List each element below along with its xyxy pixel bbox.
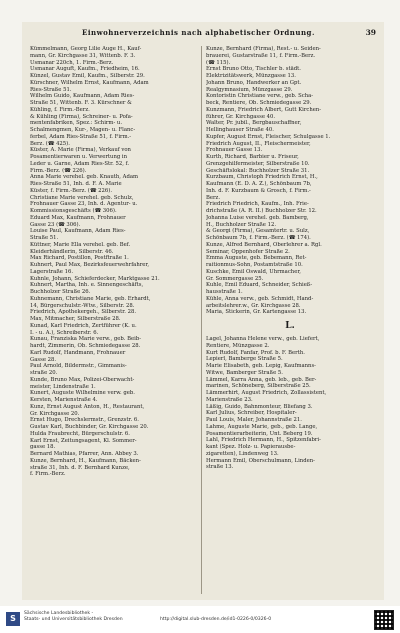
entry-line: Kunze, Bernhard, H., Kaufmann, Bäcken- xyxy=(30,457,141,464)
entry-line: Kurt Rudolf, Fanfar, Prof. b. F. Berth. xyxy=(206,349,305,356)
entry-line: Firm.-Berz. (☎ 226). xyxy=(30,167,87,174)
entry-line: Kleiderhändlerin, Silberstr. 46. xyxy=(30,248,114,255)
right-column xyxy=(206,46,374,471)
right-column-entries-l xyxy=(206,336,374,471)
entry-line: Bernard Mathias, Pfarrer, Ann. Abbey 3. xyxy=(30,451,139,457)
entry-line: Posamentierwaren u. Verwertung in xyxy=(30,154,128,160)
entry-line: Karl Ernst, Zeitungsagent, Kl. Sommer- xyxy=(30,437,137,444)
entry-line: kant (Spez. Holz- u. Papierausbe- xyxy=(206,444,296,450)
entry-line: Ernst Hugo, Drechslermstr., Grenzstr. 6. xyxy=(30,417,139,424)
entry-line: Max Richard, Postillon, Postftraße 1. xyxy=(30,255,129,262)
entry-line: Realgymnasium, Münzgasse 29. xyxy=(206,86,293,93)
entry-line: Lagel, Johanna Helene verw., geb. Liefert, xyxy=(206,336,320,342)
entry-line: straße 20. xyxy=(30,370,58,376)
entry-line: Kunze, Alfred Bernhard, Oberlehrer a. Rgl. xyxy=(206,241,322,248)
entry-line: Küster, A. Marie (Firma), Verkauf von xyxy=(30,147,131,154)
entry-line: Kunert, Auguste Wilhelmine verw. geb. xyxy=(30,390,135,397)
entry-line: Emma Auguste, geb. Bebemann, Ret- xyxy=(206,255,307,262)
entry-line: Elektrizitätswerk, Münzgasse 13. xyxy=(206,73,296,79)
library-logo-icon[interactable]: S xyxy=(6,612,20,626)
entry-line: beck, Rentiere, Ob. Schmiedegasse 29. xyxy=(206,100,312,106)
entry-line: Eduard Max, Kaufmann, Frohnauer xyxy=(30,214,126,221)
entry-line: I. - u. A.), Schreiberstr. 6. xyxy=(30,329,99,336)
entry-line: Kurth, Richard, Barbier u. Friseur, xyxy=(206,154,299,160)
page-header xyxy=(22,28,384,42)
entry-line: brauerei, Gustarstraße 11, f. Firm.-Berz. xyxy=(206,52,316,59)
library-name-line1: Sächsische Landesbibliothek - xyxy=(24,611,94,616)
entry-line: Lepierl, Bamberge Straße 5. xyxy=(206,356,283,363)
entry-line: Küttner, Marie Ella verehel. geb. Bef. xyxy=(30,241,131,248)
entry-line: Kontoristin Christiane verw., geb. Scha- xyxy=(206,93,314,100)
entry-line: & Kühling (Firma), Schreiner- u. Pofa- xyxy=(30,113,133,120)
entry-line: f. Firm.-Berz. xyxy=(30,471,66,478)
entry-line: hausstraße 1. xyxy=(206,289,243,295)
entry-line: Hermann Emil, Oberschulmann, Linden- xyxy=(206,457,315,464)
entry-line: Lagerstraße 16. xyxy=(30,268,74,275)
entry-line: H., Buchholzer Straße 12. xyxy=(206,221,277,228)
column-divider xyxy=(201,46,202,594)
entry-line: Frohnauer Gasse 13. xyxy=(206,147,263,154)
entry-line: (☎ 115). xyxy=(206,59,231,66)
entry-line: Wilhelm Guido, Kaufmann, Adam Ries- xyxy=(30,93,135,100)
entry-line: Küster, f. Firm.-Berz. (☎ 226). xyxy=(30,187,113,194)
entry-line: Lämmerhirt, August Friedrich, Zollassistent, xyxy=(206,390,327,396)
entry-line: Gasse 23 (☎ 306). xyxy=(30,221,81,228)
entry-line: Anna Marie verehel. geb. Knauth, Adam xyxy=(30,174,139,181)
entry-line: Johann Bruno, Handwerker an Gpt. xyxy=(206,79,302,86)
library-name-line2: Staats- und Universitätsbibliothek Dresden xyxy=(24,617,123,622)
entry-line: hardt, Zimmerin, Ob. Schmiedegasse 28. xyxy=(30,343,141,349)
entry-line: Kühle, Anna verw., geb. Schmidt, Hand- xyxy=(206,295,314,302)
entry-line: Karl Rudolf, Handmann, Frohnauer xyxy=(30,349,126,356)
entry-line: Posamentierarbeiterin, Unt. Beberg 19. xyxy=(206,430,313,437)
entry-line: Kühling, f. Firm.-Berz. xyxy=(30,106,90,113)
entry-line: zigaretten), Lindenweg 13. xyxy=(206,450,279,457)
entry-line: Friedrich, Apothekergeh., Silberstr. 28. xyxy=(30,309,137,316)
entry-line: Leder u. Garne, Adam Ries-Str. 52, f. xyxy=(30,160,130,167)
entry-line: Marienstraße 23. xyxy=(206,396,253,403)
entry-line: Kunz, Ernst August Anton, H., Restaurant, xyxy=(30,403,145,410)
entry-line: meister, Lindenstraße 1. xyxy=(30,383,96,390)
entry-line: Usmanar Auguft, Kaufm., Friedheim, 16. xyxy=(30,66,140,73)
entry-line: führer, Gr. Kirchgasse 40. xyxy=(206,113,276,120)
entry-line: drichstraße (A. R. II.) Buchholzer Str. 12. xyxy=(206,208,317,214)
entry-line: mentenfabriken, Spez.: Schirm- u. xyxy=(30,120,123,127)
entry-line: Buchholzer Straße 26. xyxy=(30,289,91,295)
entry-line: Kunad, Karl Friedrich, Zertführer (K. u. xyxy=(30,322,137,329)
entry-line: straße 13. xyxy=(206,464,234,471)
entry-line: Läßig, Guido, Bahnmonteur, Bliefang 3. xyxy=(206,403,313,410)
entry-line: Usmanar 220ch, 1. Firm.-Berz. xyxy=(30,59,114,66)
entry-line: Lahme, Auguste Marie, geb., geb. Lange, xyxy=(206,423,318,430)
entry-line: 14, Bürgerschulstr.-Wtw., Silberstr. 28. xyxy=(30,302,135,309)
page-number: 39 xyxy=(365,28,376,37)
viewer-footer xyxy=(0,606,400,633)
entry-line: mann, Gr. Kirchgasse 31, Wittenb. F. 3. xyxy=(30,52,136,59)
entry-line: Künzel, Gustav Emil, Kaufm., Silberstr. 29. xyxy=(30,73,145,79)
entry-line: straße 31, Inh. d. F. Bernhard Kunze, xyxy=(30,464,130,471)
entry-line: Walter, Pr. jubil., Bergbauschaffner, xyxy=(206,120,302,127)
entry-line: Grenzgehilfermeister, Silberstraße 10. xyxy=(206,160,310,167)
entry-line: arbeitslehrer.w., Gr. Kirchgasse 28. xyxy=(206,302,301,309)
entry-line: Geschäftslokal: Buchholzer Straße 31. xyxy=(206,167,310,174)
entry-line: Ernst Bruno Otto, Tischler b. städt. xyxy=(206,66,301,73)
entry-line: Schönbaum 7b, f. Firm.-Berz. (☎ 174). xyxy=(206,235,311,241)
entry-line: Kuhnemann, Christiane Marie, geb. Erhardt, xyxy=(30,295,151,302)
entry-line: Berz. xyxy=(206,194,221,201)
entry-line: Rentiere, Münzgasse 2. xyxy=(206,342,270,349)
entry-line: Kuschke, Emil Oswald, Uhrmacher, xyxy=(206,268,301,275)
entry-line: Seminar, Oppenhofer Straße 2. xyxy=(206,248,290,255)
entry-line: Friedrich Friedrich, Kaufm., Inh. Frie- xyxy=(206,201,309,208)
entry-line: Schalmengmen, Kur-, Magen- u. Flanc- xyxy=(30,127,136,133)
entry-line: Hellinghauser Straße 40. xyxy=(206,127,274,133)
entry-line: Gasse 28. xyxy=(30,356,57,363)
right-column-entries xyxy=(206,46,374,316)
entry-line: Ries-Straße 51. xyxy=(30,86,72,93)
entry-line: Inh. d. F. Kurzbaum & Grosch, f. Firm.- xyxy=(206,187,311,194)
left-column xyxy=(30,46,198,478)
permalink[interactable]: http://digital.slub-dresden.de/id1-0226-0/0326-0 xyxy=(160,617,272,622)
entry-line: Gr. Kirchgasse 20. xyxy=(30,410,80,417)
entry-line: Kümmelmann, Georg Lilie Auge H., Kauf- xyxy=(30,46,142,52)
entry-line: Paul Louis, Maler, Johannstraße 21. xyxy=(206,417,302,423)
entry-line: Maria, Stickerin, Gr. Kartengasse 13. xyxy=(206,309,307,316)
entry-line: Karl Julius, Schreiber, Hospitaler- xyxy=(206,410,297,417)
qr-code-icon xyxy=(374,610,394,630)
entry-line: Kunzmann, Friedrich Albert, Gutt Kirchen- xyxy=(206,106,322,113)
entry-line: Johanna Luise verehel. geb. Bamberg, xyxy=(206,214,309,221)
entry-line: Hulda Fraubrecht, Bürgerschulstr. 6. xyxy=(30,430,130,437)
entry-line: Kunze, Bernhard (Firma), Rest.- u. Seiden- xyxy=(206,46,321,52)
entry-line: Ries-Straße 51, Inh. d. F. A. Marie xyxy=(30,181,122,187)
scanned-page xyxy=(22,22,384,600)
entry-line: Lahl, Friedrich Hermann, H., Spitzenfabri- xyxy=(206,437,321,444)
entry-line: Christiane Marie verehel. geb. Schulz, xyxy=(30,194,134,201)
entry-line: Kuhnert, Martha, Inh. e. Sinnengeschäfts, xyxy=(30,282,144,289)
entry-line: Gr. Sommergasse 25. xyxy=(206,275,264,282)
entry-line: Kaufmann (E. D. A. Z.), Schönbaum 7b, xyxy=(206,181,312,187)
entry-line: gasse 18. xyxy=(30,444,56,451)
entry-line: Kersten, Marienstraße 4. xyxy=(30,397,98,403)
entry-line: & Georgi (Firma), Gesamtertr. u. Sulz, xyxy=(206,228,310,235)
entry-line: Kunau, Franziska Marie verw., geb. Beib- xyxy=(30,336,142,343)
entry-line: Gustav Karl, Buchbinder, Gr. Kirchgasse 20. xyxy=(30,424,149,430)
entry-line: Kuhle, Emil Eduard, Schneider, Schieß- xyxy=(206,282,313,289)
section-letter: L. xyxy=(285,321,295,331)
entry-line: Max, Mitmacher, Silberstraße 28. xyxy=(30,316,121,322)
entry-line: Kuhnle, Johann, Schieferdecker, Marktgasse 21. xyxy=(30,275,160,282)
library-name xyxy=(24,611,123,623)
entry-line: Lämmel, Karra Anna, geb. leb., geb. Ber- xyxy=(206,376,317,383)
entry-line: marinen, Schöneberg, Silberstraße 25. xyxy=(206,383,311,390)
entry-line: Straße 51, Wittenb. F. 3. Kürschner & xyxy=(30,100,132,106)
entry-line: Witwe, Bamberger Straße 5. xyxy=(206,369,283,376)
entry-line: Kunde, Bruno Max, Polizei-Oberwacht- xyxy=(30,376,135,383)
entry-line: Kuhnert, Paul Max, Bezirksfeuerwehrfahrer, xyxy=(30,262,150,268)
entry-line: Marie Elisabeth, geb. Lepig, Kaufmanns- xyxy=(206,363,316,369)
entry-line: Kupfer, August Ernst, Fleischer, Schulgasse 1. xyxy=(206,133,331,140)
entry-line: Straße 51. xyxy=(30,235,59,241)
entry-line: Kürschner, Wilhelm Ernst, Kaufmann, Adam xyxy=(30,79,149,86)
entry-line: Friedrich August, II., Fleischermeister, xyxy=(206,140,311,147)
entry-line: Frohnauer Gasse 23, Inh. d. Agentur- u. xyxy=(30,201,138,208)
entry-line: Paul Arnold, Bildermstr., Gimmanis- xyxy=(30,363,127,370)
entry-line: raitionmus-Sohn, Postamtstraße 10. xyxy=(206,262,303,268)
entry-line: Louise Paul, Kaufmann, Adam Ries- xyxy=(30,228,126,235)
header-title: Einwohnerverzeichnis nach alphabetischer Ordnung. xyxy=(82,28,315,37)
entry-line: Berz. (☎ 425). xyxy=(30,140,70,147)
entry-line: ferbel, Adam Ries-Straße 51, f. Firm.- xyxy=(30,133,132,140)
entry-line: Kommissionsgeschäfts (☎ 306). xyxy=(30,208,117,214)
entry-line: Kurzbaum, Christoph Friedrich Ernst, H., xyxy=(206,174,318,181)
